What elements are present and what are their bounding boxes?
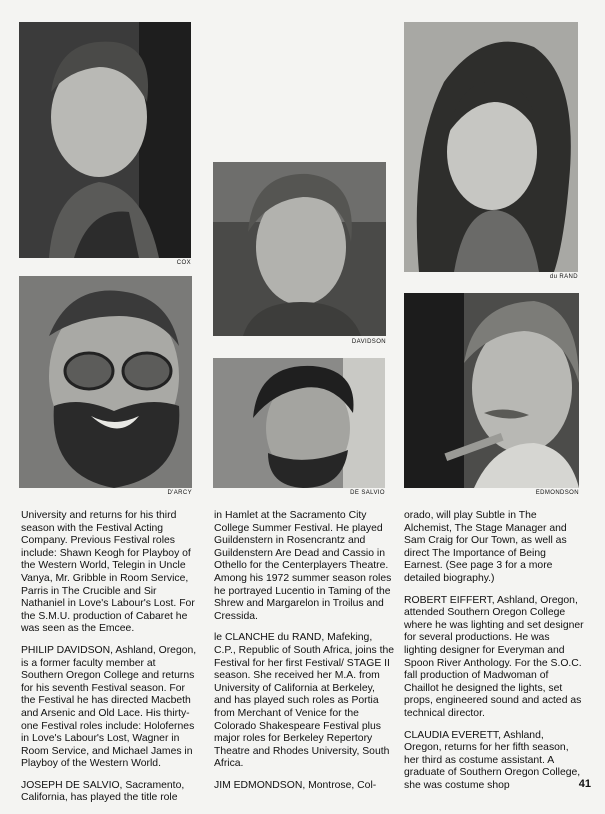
bio-eiffert: ROBERT EIFFERT, Ashland, Oregon, attended Southern Oregon College where he was lighting and set designer for several productions. He was lighting designer for Everyman and Spoon River Anthology. For the S.O.C. fall production of Madwoman of Chaillot he designed the lights, set props, engineered sound and acted as technical director. xyxy=(404,594,584,719)
caption-edmondson: EDMONDSON xyxy=(535,490,579,496)
photo-desalvio xyxy=(213,358,385,488)
photo-cox xyxy=(19,22,191,258)
caption-darcy: D'ARCY xyxy=(167,490,192,496)
caption-durand: du RAND xyxy=(549,274,578,280)
photo-durand xyxy=(404,22,578,272)
caption-desalvio: DE SALVIO xyxy=(350,490,385,496)
page-number: 41 xyxy=(578,778,591,790)
photo-davidson xyxy=(213,162,386,336)
bio-durand: le CLANCHE du RAND, Mafeking, C.P., Republic of South Africa, joins the Festival for her first Festival/ STAGE II season. She received her M.A. from University of California at Berkeley, and has played such roles as Portia from Merchant of Venice for the Colorado Shakespeare Festival plus major roles for Berkeley Repertory Theatre and Rhodes University, South Africa. xyxy=(214,632,395,770)
bio-edmondson-start: JIM EDMONDSON, Montrose, Col- xyxy=(214,779,377,791)
text-column-2 xyxy=(214,510,394,801)
text-column-1 xyxy=(21,510,197,814)
caption-davidson: DAVIDSON xyxy=(351,339,386,345)
bio-everett-start: CLAUDIA EVERETT, Ashland, Oregon, returns for her fifth season, her third as costume assistant. A graduate of Southern Oregon College, she was costume shop xyxy=(404,729,581,791)
text-column-3 xyxy=(404,510,584,801)
bio-edmondson-continued: orado, will play Subtle in The Alchemist, The Stage Manager and Sam Craig for Our Town, as well as direct The Importance of Being Earnest. (See page 3 for a more detailed biography.) xyxy=(404,510,567,584)
bio-desalvio-continued: in Hamlet at the Sacramento City College Summer Festival. He played Guildenstern in Rosencrantz and Guildenstern Are Dead and Cassio in Othello for the Centerplayers Theatre. Among his 1972 summer season roles he portrayed Lucentio in Taming of the Shrew and Margarelon in Troilus and Cressida. xyxy=(214,510,392,622)
photo-darcy xyxy=(19,276,192,488)
bio-davidson: PHILIP DAVIDSON, Ashland, Oregon, is a former faculty member at Southern Oregon College and returns for his seventh Festival season. For the Festival he has directed Macbeth and Arsenic and Old Lace. His thirty-one Festival roles include: Holofernes in Love's Labour's Lost, Wagner in Room Service, and Michael James in Playboy of the Western World. xyxy=(21,644,197,770)
caption-cox: COX xyxy=(176,260,191,266)
bio-cox-continued: University and returns for his third season with the Festival Acting Company. Previous Festival roles include: Shawn Keogh for Playboy of the Western World, Telegin in Uncle Vanya, Mr. Gribble in Room Service, Parris in The Crucible and Sir Nathaniel in Love's Labour's Lost. For the S.M.U. production of Cabaret he was seen as the Emcee. xyxy=(21,510,195,635)
photo-edmondson xyxy=(404,293,579,488)
bio-desalvio-start: JOSEPH DE SALVIO, Sacramento, California, has played the title role xyxy=(21,779,185,804)
